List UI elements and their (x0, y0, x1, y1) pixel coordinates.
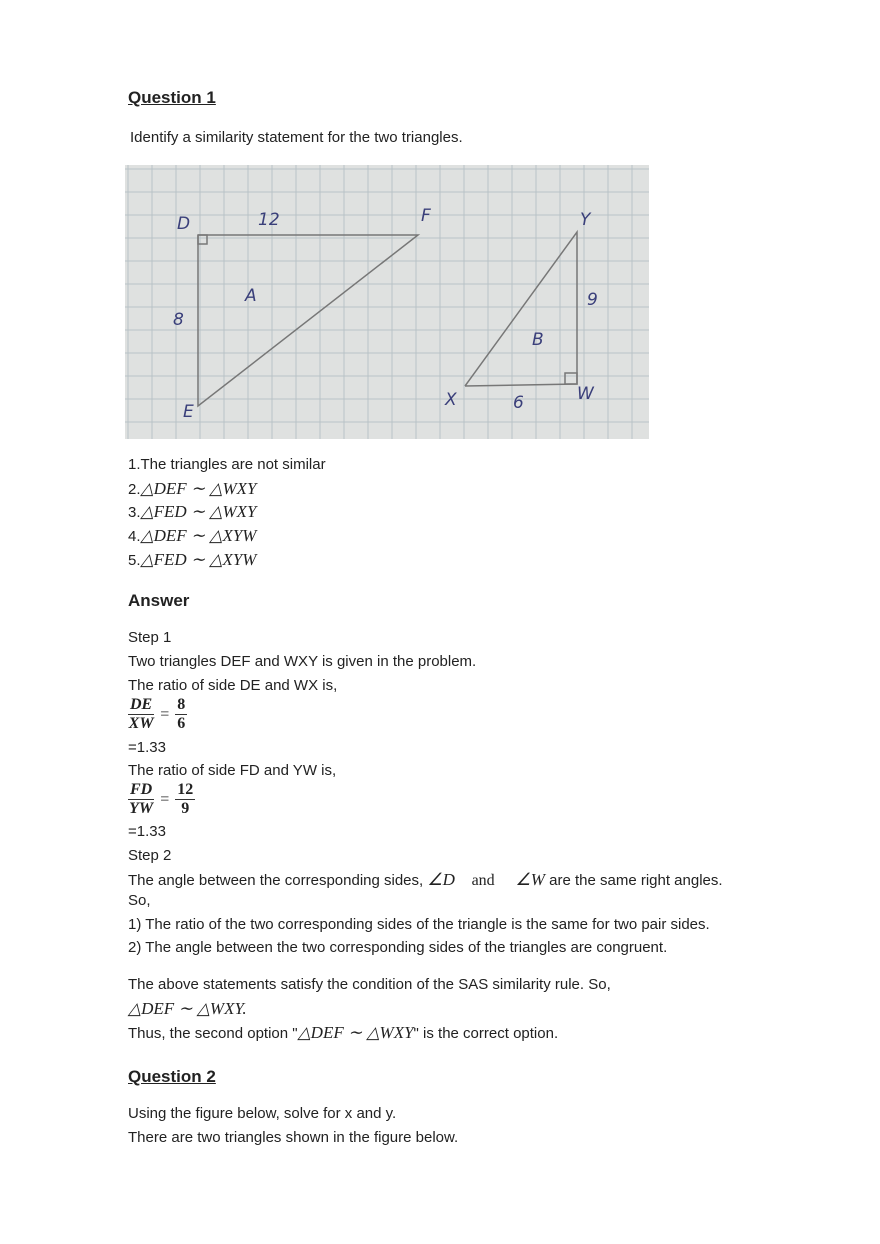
ratio-result-1: =1.33 (128, 739, 166, 756)
label-6: 6 (513, 393, 524, 413)
question-1-prompt: Identify a similarity statement for the two triangles. (130, 129, 463, 146)
question-2-title: Question 2 (128, 1067, 216, 1086)
answer-line: The ratio of side FD and YW is, (128, 762, 337, 779)
label-a: A (245, 286, 257, 306)
answer-conclusion: Thus, the second option "△DEF ∼ △WXY" is the correct option. (128, 1023, 559, 1042)
label-8: 8 (173, 310, 184, 330)
label-b: B (532, 330, 544, 350)
answer-title: Answer (128, 591, 190, 610)
label-f: F (421, 206, 431, 226)
question-2-prompt: Using the figure below, solve for x and y. (128, 1105, 397, 1122)
answer-line: So, (128, 892, 151, 909)
answer-line: Two triangles DEF and WXY is given in the problem. (128, 653, 477, 670)
answer-line: The above statements satisfy the condition of the SAS similarity rule. So, (128, 976, 611, 993)
label-12: 12 (258, 210, 280, 230)
option-2[interactable]: 2.△DEF ∼ △WXY (128, 479, 257, 498)
option-4[interactable]: 4.△DEF ∼ △XYW (128, 526, 257, 545)
label-d: D (177, 214, 191, 234)
label-x: X (445, 390, 457, 410)
ratio-result-2: =1.33 (128, 823, 166, 840)
triangles-figure (125, 165, 649, 439)
ratio-fd-yw: $\frac{FD}{YW}$ = $\frac{12}{9}$ (129, 781, 194, 817)
answer-line: The ratio of side DE and WX is, (128, 677, 338, 694)
label-w: W (577, 384, 594, 404)
label-e: E (183, 402, 194, 422)
step-2-label: Step 2 (128, 847, 172, 864)
answer-line: 2) The angle between the two corresponding sides of the triangles are congruent. (128, 939, 668, 956)
step-1-label: Step 1 (128, 629, 172, 646)
label-y: Y (580, 210, 591, 230)
option-1[interactable]: 1.The triangles are not similar (128, 456, 326, 473)
label-9: 9 (587, 290, 598, 310)
similarity-statement: △DEF ∼ △WXY. (128, 999, 247, 1018)
answer-line: 1) The ratio of the two corresponding sides of the triangle is the same for two pair sides. (128, 916, 710, 933)
answer-line: The angle between the corresponding sides, ∠D and ∠W are the same right angles. (128, 870, 723, 889)
option-3[interactable]: 3.△FED ∼ △WXY (128, 502, 257, 521)
question-1-title: Question 1 (128, 88, 216, 107)
ratio-de-xw: $\frac{DE}{XW}$ = $\frac{8}{6}$ (128, 696, 186, 732)
option-5[interactable]: 5.△FED ∼ △XYW (128, 550, 257, 569)
question-2-line: There are two triangles shown in the figure below. (128, 1129, 459, 1146)
